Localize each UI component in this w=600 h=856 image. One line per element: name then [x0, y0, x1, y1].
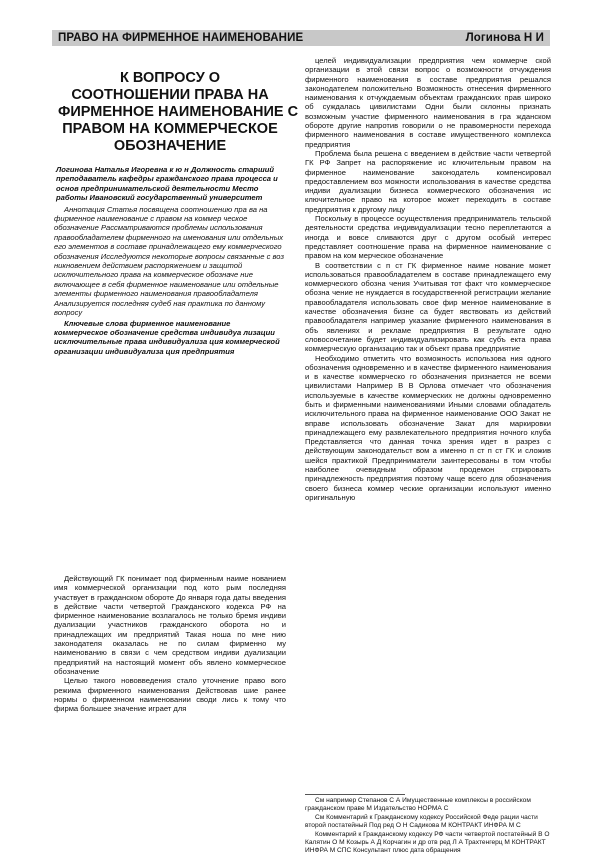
footnote: См например Степанов С А Имущественные комплексы в российском гражданском праве М Издательство НОРМА С — [305, 797, 531, 812]
author-info: Логинова Наталья Игоревна к ю н Должность старший преподаватель кафедры гражданского права процесса и основ предпринимательской деятельности Место работы Ивановский государственный университет — [56, 165, 278, 203]
body-paragraph: Действующий ГК понимает под фирменным наиме нованием имя коммерческой организации под кото рым последняя участвует в гражданском обороте До января года даты введения в действие части четвертой Гражданского кодекса РФ на фирменное наименование возлагалось не только бремя индиви дуализации участников гражданского оборота но и принадлежащих им предприятий Такая ноша по мне нию законодателя оказалась не по силам фирменно му наименованию в связи с чем средством индиви дуализации предприятий на настоящий момент объ явлено коммерческое обозначение — [54, 574, 286, 676]
article-title — [58, 70, 299, 155]
title-line: К ВОПРОСУ О — [119, 70, 221, 86]
body-paragraph: В соответствии с п ст ГК фирменное наиме нование может использоваться правообладателем в составе принадлежащего ему коммерческого обозна чения Учитывая тот факт что коммерческое обозна чение не нуждается в государственной регистрации желание правообладателя использовать свое фир менное наименование в качестве обозначения бизне са будет явствовать из действий правообладателя например указание фирменного наименования в объ явлениях и рекламе предприятия В результате одно словосочетание будет индивидуализировать как субъ екта права коммерческую организацию так и объект права предприятие — [305, 260, 551, 354]
footnotes — [305, 797, 551, 856]
body-paragraph: целей индивидуализации предприятия чем коммерче ской организации в этой связи вопрос о возможности отчуждения фирменного наименования в составе предприятия решался законодателем положительно Возможность отнесения фирменного наименования к отчуждаемым объектам гражданских прав широко об суждалась цивилистами Одни были склонны признать возможным участие фирменного наименования в гра жданском обороте другие напротив говорили о не правомерности перехода фирменного наименования в составе имущественного комплекса предприятия — [305, 56, 551, 149]
body-paragraph: Целью такого нововведения стало уточнение право вого режима фирменного наименования Действовав шие ранее нормы о фирменном наименовании своди лись к тому что фирма большее значение играет для — [54, 676, 286, 714]
body-paragraph: Проблема была решена с введением в действие части четвертой ГК РФ Запрет на распоряжение ис ключительным правом на фирменное наименование законодатель компенсировал предоставлением воз можности использования в качестве средства индиви дуализации бизнеса коммерческого обозначения ис ключительное право на которое может переходить в составе предприятия к другому лицу — [305, 148, 551, 214]
body-paragraph: Необходимо отметить что возможность использова ния одного обозначения одновременно и в качестве фирменного наименования и в качестве коммерческо го обозначения признается не всеми цивилистами Например В В Орлова отмечает что обозначения используемые в качестве коммерческих не должны одновременно быть и фирменными наименованиями Иными словами обладатель исключительного права на фирменное наименование ООО Закат не вправе использовать обозначение Закат для маркировки принадлежащего ему развлекательного предприятия ночного клуба Представляется что данная точка зрения идет в разрез с действующим законодательст вом а именно п ст п ст ГК и сложив шейся практикой Предприниматели заинтересованы в том чтобы наиболее очевидным образом продемон стрировать принадлежность предприятия поэтому чаще всего для обозначения своего бизнеса коммер ческие организации используют именно оригинальную — [305, 353, 551, 502]
title-line: ОБОЗНАЧЕНИЕ — [113, 138, 227, 154]
abstract: Аннотация Статья посвящена соотношению пра ва на фирменное наименование с правом на коммер ческое обозначение Рассматриваются проблемы использования правообладателем фирменного на именования или отдельных его элементов в составе принадлежащего ему коммерческого обозначения Исследуются некоторые вопросы связанные с воз никновением действием распоряжением и защитой исключительного права на коммерческое обозначе ние включающее в себя фирменное наименование или отдельные элементы фирменного наименования правообладателя Анализируется последняя судеб ная практика по данному вопросу — [54, 204, 284, 318]
footnote-divider — [305, 794, 405, 795]
body-paragraph: Поскольку в процессе осуществления предприниматель тельской деятельности средства индивидуализации тесно переплетаются а иногда и вовсе сливаются друг с другом особый интерес представляет соотношение права на фирменное наименование с правом на ком мерческое обозначение — [305, 214, 551, 261]
footnote: Комментарий к Гражданскому кодексу РФ части четвертой постатейный В О Калятин О М Козырь А Д Корчагин и др отв ред Л А Трахтенгерц М КОНТРАКТ ИНФРА М СПС Консультант плюс дата обращения — [305, 831, 550, 854]
title-line: ФИРМЕННОЕ НАИМЕНОВАНИЕ С — [58, 104, 299, 120]
title-line: СООТНОШЕНИИ ПРАВА НА — [71, 87, 269, 103]
header-section-title: ПРАВО НА ФИРМЕННОЕ НАИМЕНОВАНИЕ — [58, 32, 304, 44]
footnote: См Комментарий к Гражданскому кодексу Российской Феде рации части второй постатейный Под ред О Н Садикова М КОНТРАКТ ИНФРА М С — [305, 814, 538, 829]
right-column — [305, 56, 551, 502]
title-line: ПРАВОМ НА КОММЕРЧЕСКОЕ — [62, 121, 278, 137]
keywords: Ключевые слова фирменное наименование коммерческое обозначение средства индивидуа лизации исключительные права индивидуализа ция коммерческой организации индивидуализа ция предприятия — [54, 318, 280, 356]
left-column — [54, 56, 299, 356]
running-header — [52, 30, 550, 46]
header-author: Логинова Н И — [465, 32, 544, 44]
intro-text — [54, 574, 286, 713]
